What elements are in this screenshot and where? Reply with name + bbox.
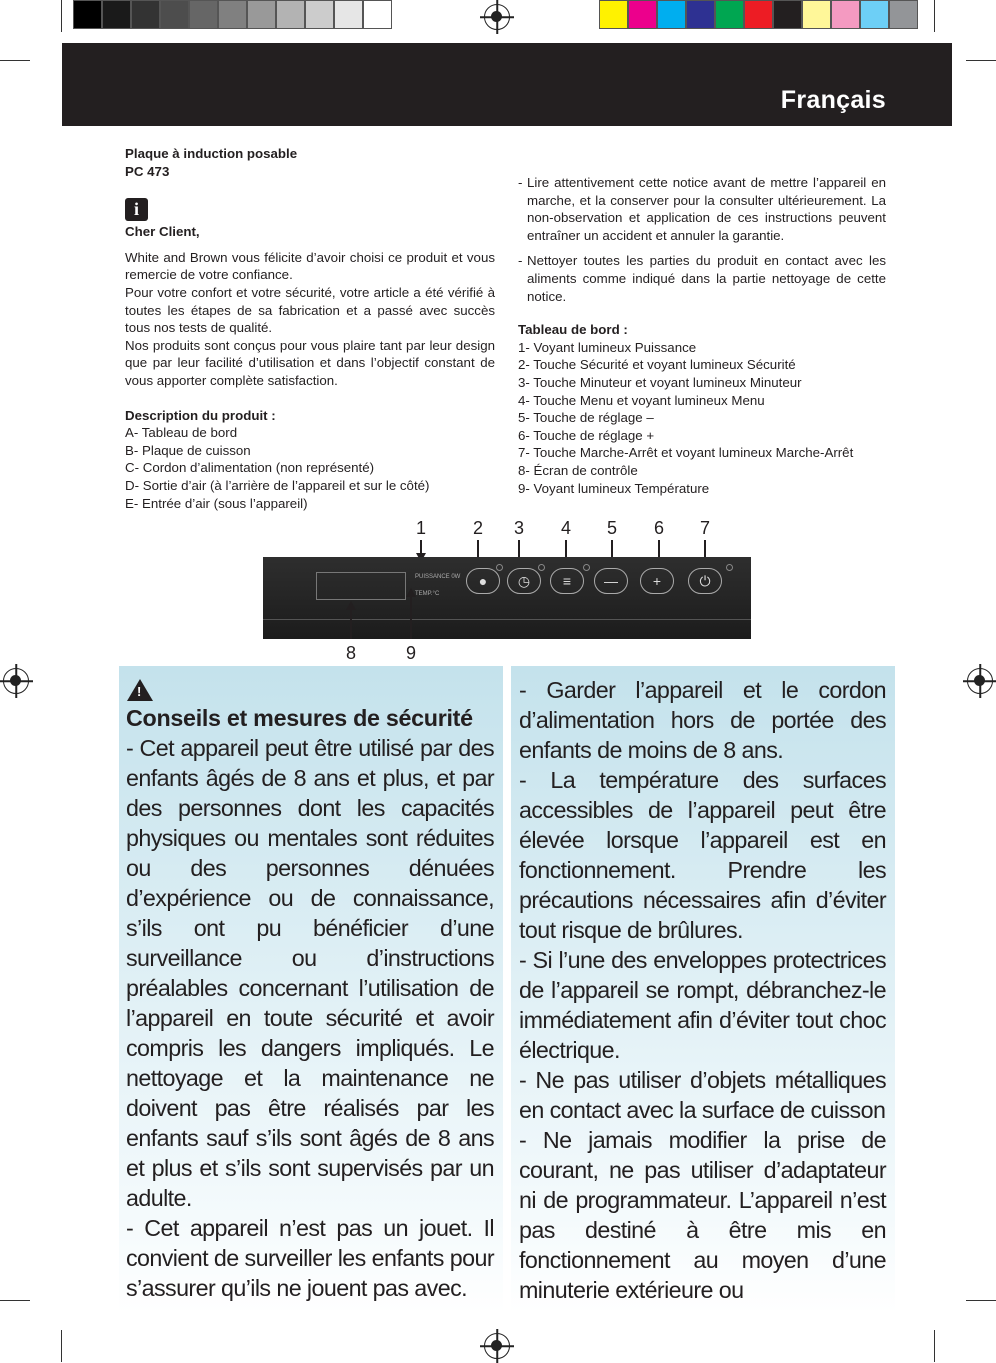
safety-paragraph: - Ne pas utiliser d’objets métalliques en contact avec la surface de cuisson <box>519 1067 886 1123</box>
plus-icon: + <box>640 568 674 594</box>
callout-number: 1 <box>416 518 427 538</box>
list-item: 8- Écran de contrôle <box>518 462 638 478</box>
timer-icon: ◷ <box>507 568 541 594</box>
crop-mark <box>966 60 996 61</box>
swatch <box>189 0 218 29</box>
list-item: 2- Touche Sécurité et voyant lumineux Sécurité <box>518 357 796 373</box>
swatch <box>247 0 276 29</box>
swatch <box>715 0 744 29</box>
crop-mark <box>966 1300 996 1301</box>
swatch <box>831 0 860 29</box>
led-icon <box>496 564 503 571</box>
swatch <box>686 0 715 29</box>
callout-number: 3 <box>514 518 525 538</box>
product-name: Plaque à induction posable <box>125 146 298 161</box>
power-label: PUISSANCE 0W <box>415 574 461 580</box>
swatch <box>363 0 392 29</box>
power-icon: ⏻ <box>688 568 722 594</box>
list-item: 9- Voyant lumineux Température <box>518 480 710 496</box>
left-column <box>125 145 495 512</box>
list-item: 1- Voyant lumineux Puissance <box>518 339 697 355</box>
crop-mark <box>934 1330 935 1362</box>
callout-number: 4 <box>561 518 572 538</box>
safety-paragraph: - Garder l’appareil et le cordon d’alimentation hors de portée des enfants de moins de 8 ans. <box>519 677 886 763</box>
callout-number: 2 <box>473 518 484 538</box>
crop-mark <box>61 1330 62 1362</box>
control-panel-image <box>263 557 751 639</box>
swatch <box>773 0 802 29</box>
manual-page <box>62 43 952 1313</box>
swatch <box>860 0 889 29</box>
note-item: - Nettoyer toutes les parties du produit en contact avec les aliments comme indiqué dans la partie nettoyage de cette notice. <box>518 253 886 304</box>
safety-title: Conseils et mesures de sécurité <box>126 705 473 731</box>
list-item: 5- Touche de réglage – <box>518 410 654 426</box>
page-header <box>62 43 952 126</box>
led-icon <box>583 564 590 571</box>
color-bar <box>599 0 918 30</box>
description-list <box>125 424 495 512</box>
description-title: Description du produit : <box>125 407 276 423</box>
warning-icon <box>127 679 153 701</box>
safety-content <box>126 679 494 1303</box>
crop-mark <box>0 60 30 61</box>
grayscale-bar <box>73 0 392 30</box>
intro-paragraph: Pour votre confort et votre sécurité, votre article a été vérifié à toutes les étapes de sa fabrication et a passé avec succès tous nos tests de qualité. <box>125 284 495 336</box>
callout-arrow <box>350 603 352 639</box>
safety-paragraph: - Cet appareil n’est pas un jouet. Il convient de surveiller les enfants pour s’assurer qu’ils ne jouent pas avec. <box>126 1215 494 1301</box>
led-icon <box>538 564 545 571</box>
swatch <box>160 0 189 29</box>
language-title: Français <box>780 86 886 114</box>
list-item: 3- Touche Minuteur et voyant lumineux Minuteur <box>518 374 802 390</box>
intro-text <box>125 249 495 390</box>
list-item: A- Tableau de bord <box>125 425 238 441</box>
safety-box-right <box>511 666 895 1313</box>
list-item: C- Cordon d’alimentation (non représenté) <box>125 460 375 476</box>
info-icon: i <box>125 198 148 221</box>
callout-number: 8 <box>346 643 357 663</box>
callout-number: 6 <box>654 518 665 538</box>
safety-box-left <box>119 666 503 1313</box>
safety-paragraph: - Si l’une des enveloppes protectrices de l’appareil se rompt, débranchez-le immédiatement afin d’éviter tout choc électrique. <box>519 947 886 1063</box>
swatch <box>657 0 686 29</box>
menu-icon: ≡ <box>550 568 584 594</box>
swatch <box>802 0 831 29</box>
swatch <box>102 0 131 29</box>
dashboard-title: Tableau de bord : <box>518 322 628 338</box>
callout-number: 9 <box>406 643 417 663</box>
crop-mark <box>61 0 62 32</box>
safety-paragraph: - La température des surfaces accessibles de l’appareil peut être élevée lorsque l’appareil est en fonctionnement. Prendre les précautions nécessaires afin d’éviter tout risque de brûlures. <box>519 767 886 943</box>
safety-paragraph: - Cet appareil peut être utilisé par des enfants âgés de 8 ans et plus, et par des personnes dont les capacités physiques ou mentales sont réduites ou des personnes dénuées d’expérience ou de connaissance, s’ils ont pu bénéficier d’une surveillance ou d’instructions préalables concernant l’utilisation de l’appareil en toute sécurité et avoir compris les dangers impliqués. Le nettoyage et la maintenance ne doivent pas être réalisés par les enfants sauf s’ils sont âgés de 8 ans et plus et s’ils sont supervisés par un adulte. <box>126 735 494 1211</box>
safety-text <box>519 675 886 1305</box>
crop-mark <box>934 0 935 32</box>
registration-mark-icon <box>484 1333 510 1359</box>
warning-mark: ! <box>137 684 142 699</box>
swatch <box>889 0 918 29</box>
list-item: D- Sortie d’air (à l’arrière de l’appareil et sur le côté) <box>125 477 430 493</box>
list-item: E- Entrée d’air (sous l’appareil) <box>125 495 308 511</box>
list-item: 4- Touche Menu et voyant lumineux Menu <box>518 392 765 408</box>
safety-text <box>126 733 494 1303</box>
swatch <box>218 0 247 29</box>
swatch <box>334 0 363 29</box>
callout-number: 7 <box>700 518 711 538</box>
swatch <box>305 0 334 29</box>
swatch <box>744 0 773 29</box>
crop-mark <box>0 1300 30 1301</box>
swatch <box>276 0 305 29</box>
temp-label: TEMP.°C <box>415 591 440 597</box>
callout-arrow <box>410 590 412 639</box>
swatch <box>628 0 657 29</box>
swatch <box>131 0 160 29</box>
lock-icon: ● <box>466 568 500 594</box>
intro-paragraph: Nos produits sont conçus pour vous plaire tant par leur design que par leur facilité d’utilisation et dans l’objectif constant de vous apporter complète satisfaction. <box>125 337 495 388</box>
note-text: Nettoyer toutes les parties du produit en contact avec les aliments comme indiqué dans la partie nettoyage de cette notice. <box>527 253 886 304</box>
product-model: PC 473 <box>125 163 170 179</box>
panel-edge <box>263 619 751 620</box>
registration-mark-icon <box>967 668 993 694</box>
list-item: 6- Touche de réglage + <box>518 427 655 443</box>
swatch <box>599 0 628 29</box>
dashboard-list <box>518 339 886 497</box>
callout-number: 5 <box>607 518 618 538</box>
list-item: 7- Touche Marche-Arrêt et voyant lumineux Marche-Arrêt <box>518 445 854 461</box>
intro-paragraph: White and Brown vous félicite d’avoir choisi ce produit et vous remercie de votre confiance. <box>125 249 495 283</box>
swatch <box>73 0 102 29</box>
display-screen <box>316 572 406 600</box>
safety-paragraph: - Ne jamais modifier la prise de courant, ne pas utiliser d’adaptateur ni de programmateur. L’appareil n’est pas destiné à être mis en fonctionnement au moyen d’une minuterie extérieure ou <box>519 1127 886 1303</box>
list-item: B- Plaque de cuisson <box>125 442 251 458</box>
greeting: Cher Client, <box>125 224 200 240</box>
registration-mark-icon <box>3 668 29 694</box>
note-text: Lire attentivement cette notice avant de mettre l’appareil en marche, et la conserver pour la consulter ultérieurement. La non-observation et application de ces instructions peuvent entraîner un accident et annuler la garantie. <box>527 175 886 243</box>
right-column <box>518 174 886 497</box>
registration-mark-icon <box>484 4 510 30</box>
minus-icon: — <box>594 568 628 594</box>
led-icon <box>726 564 733 571</box>
note-item: - Lire attentivement cette notice avant de mettre l’appareil en marche, et la conserver pour la consulter ultérieurement. La non-observation et application de ces instructions peuvent entraîner un accident et annuler la garantie. <box>518 175 886 243</box>
